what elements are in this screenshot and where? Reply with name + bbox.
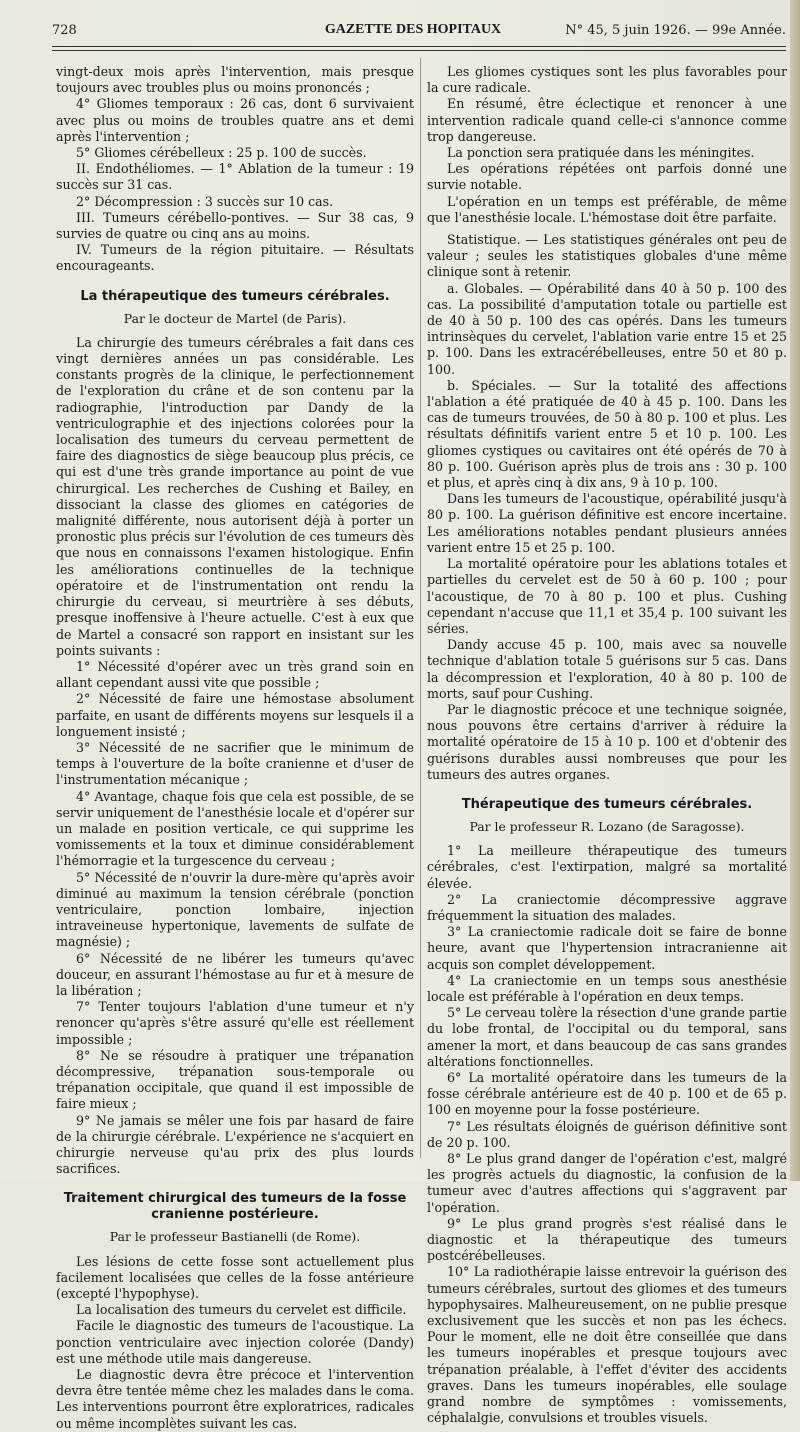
paragraph: En résumé, être éclectique et renoncer à une intervention radicale quand celle-ci s'annonce comme trop dangereuse. xyxy=(427,96,787,144)
page-header xyxy=(40,20,786,42)
section-title: La thérapeutique des tumeurs cérébrales. xyxy=(80,288,390,304)
issue-info: N° 45, 5 juin 1926. — 99e Année. xyxy=(565,23,786,38)
paragraph: La ponction sera pratiquée dans les méningites. xyxy=(447,145,755,161)
right-column xyxy=(427,64,787,1426)
list-item: 10° La radiothérapie laisse entrevoir la guérison des tumeurs cérébrales, surtout des gliomes et des tumeurs hypophysaires. Malheureusement, on ne publie presque exclusivement que les succès et non pas les échecs. Pour le moment, elle ne doit être conseillée que dans les tumeurs inopérables et presque toujours avec trépanation préalable, à l'effet d'éviter des accidents graves. Dans les tumeurs inopérables, elle soulage grand nombre de symptômes : vomissements, céphalalgie, convulsions et troubles visuels. xyxy=(427,1264,787,1426)
paragraph: 5° Gliomes cérébelleux : 25 p. 100 de succès. xyxy=(76,145,367,161)
paragraph: Dandy accuse 45 p. 100, mais avec sa nouvelle technique d'ablation totale 5 guérisons sur 5 cas. Dans la décompression et l'exploration, 40 à 80 p. 100 de morts, sauf pour Cushing. xyxy=(427,637,787,701)
paragraph: La mortalité opératoire pour les ablations totales et partielles du cervelet est de 50 à 60 p. 100 ; pour l'acoustique, de 70 à 80 p. 100 et plus. Cushing cependant n'accuse que 11,1 et 35,4 p. 100 suivant les séries. xyxy=(427,556,787,636)
list-item: 1° La meilleure thérapeutique des tumeurs cérébrales, c'est l'extirpation, malgré sa mortalité élevée. xyxy=(427,843,787,891)
paragraph: Les lésions de cette fosse sont actuellement plus facilement localisées que celles de la fosse antérieure (excepté l'hypophyse). xyxy=(56,1253,414,1302)
paragraph: b. Spéciales. — Sur la totalité des affections l'ablation a été pratiquée de 40 à 45 p. 100. Dans les cas de tumeurs trouvées, de 50 à 80 p. 100 et plus. Les résultats définitifs varient entre 5 et 10 p. 100. Les gliomes cystiques ou cavitaires ont été opérés de 70 à 80 p. 100. Guérison après plus de trois ans : 30 p. 100 et plus, et après cinq à dix ans, 9 à 10 p. 100. xyxy=(427,377,787,491)
list-item: 7° Tenter toujours l'ablation d'une tumeur et n'y renoncer qu'après s'être assuré qu'elle est réellement impossible ; xyxy=(56,999,414,1047)
section-byline: Par le professeur Bastianelli (de Rome). xyxy=(109,1229,361,1245)
paragraph: Statistique. — Les statistiques générales ont peu de valeur ; seules les statistiques globales d'une même clinique sont à retenir. xyxy=(427,232,787,280)
list-item: 9° Le plus grand progrès s'est réalisé dans le diagnostic et la thérapeutique des tumeurs postcérébelleuses. xyxy=(427,1215,787,1264)
paragraph: L'opération en un temps est préférable, de même que l'anesthésie locale. L'hémostase doit être parfaite. xyxy=(427,193,787,225)
paragraph: La localisation des tumeurs du cervelet est difficile. xyxy=(76,1302,407,1318)
list-item: 4° Avantage, chaque fois que cela est possible, de se servir uniquement de l'anesthésie locale et d'opérer sur un malade en position verticale, ce qui supprime les vomissements et la toux et diminue considérablement l'hémorragie et la turgescence du cerveau ; xyxy=(56,788,414,869)
list-item: 6° Nécessité de ne libérer les tumeurs qu'avec douceur, en assurant l'hémostase au fur et à mesure de la libération ; xyxy=(56,950,414,998)
left-column xyxy=(56,64,414,1432)
header-rule xyxy=(52,46,786,47)
page-number: 728 xyxy=(52,23,77,38)
paragraph: Le diagnostic devra être précoce et l'intervention devra être tentée même chez les malades dans le coma. Les interventions pourront être exploratrices, radicales ou même incomplètes suivant les cas. xyxy=(56,1367,414,1431)
paragraph: 2° Décompression : 3 succès sur 10 cas. xyxy=(76,193,334,209)
list-item: 4° La craniectomie en un temps sous anesthésie locale est préférable à l'opération en deux temps. xyxy=(427,972,787,1004)
list-item: 7° Les résultats éloignés de guérison définitive sont de 20 p. 100. xyxy=(427,1118,787,1150)
list-item: 3° La craniectomie radicale doit se faire de bonne heure, avant que l'hypertension intracranienne ait acquis son complet développement. xyxy=(427,924,787,972)
paragraph: Dans les tumeurs de l'acoustique, opérabilité jusqu'à 80 p. 100. La guérison définitive est encore incertaine. Les améliorations notables pendant plusieurs années varient entre 15 et 25 p. 100. xyxy=(427,491,787,555)
paragraph: II. Endothéliomes. — 1° Ablation de la tumeur : 19 succès sur 31 cas. xyxy=(56,161,414,193)
paragraph: 4° Gliomes temporaux : 26 cas, dont 6 survivaient avec plus ou moins de troubles quatre ans et demi après l'intervention ; xyxy=(56,96,414,144)
section-byline: Par le docteur de Martel (de Paris). xyxy=(123,310,347,326)
paragraph: Les opérations répétées ont parfois donné une survie notable. xyxy=(427,161,787,193)
list-item: 9° Ne jamais se mêler une fois par hasard de faire de la chirurgie cérébrale. L'expérience ne s'acquiert en chirurgie nerveuse qu'au prix des plus lourds sacrifices. xyxy=(56,1112,414,1177)
section-title: Thérapeutique des tumeurs cérébrales. xyxy=(461,796,753,812)
column-divider xyxy=(420,58,421,1158)
section-byline: Par le professeur R. Lozano (de Saragosse). xyxy=(469,818,745,834)
list-item: 2° La craniectomie décompressive aggrave fréquemment la situation des malades. xyxy=(427,891,787,923)
paragraph: vingt-deux mois après l'intervention, mais presque toujours avec troubles plus ou moins prononcés ; xyxy=(56,64,414,96)
paragraph: III. Tumeurs cérébello-pontives. — Sur 38 cas, 9 survies de quatre ou cinq ans au moins. xyxy=(56,209,414,242)
list-item: 5° Le cerveau tolère la résection d'une grande partie du lobe frontal, de l'occipital ou du temporal, sans amener la mort, et dans beaucoup de cas sans grandes altérations fonctionnelles. xyxy=(427,1005,787,1069)
paragraph: IV. Tumeurs de la région pituitaire. — Résultats encourageants. xyxy=(56,242,414,274)
list-item: 3° Nécessité de ne sacrifier que le minimum de temps à l'ouverture de la boîte cranienne et d'user de l'instrumentation mécanique ; xyxy=(56,739,414,788)
paragraph: Par le diagnostic précoce et une technique soignée, nous pouvons être certains d'arriver à réduire la mortalité opératoire de 15 à 10 p. 100 et d'obtenir des guérisons durables aussi nombreuses que pour les tumeurs des autres organes. xyxy=(427,701,787,782)
list-item: 2° Nécessité de faire une hémostase absolument parfaite, en usant de différents moyens sur lesquels il a longuement insisté ; xyxy=(56,691,414,739)
paragraph: a. Globales. — Opérabilité dans 40 à 50 p. 100 des cas. La possibilité d'amputation totale ou partielle est de 40 à 50 p. 100 des cas opérés. Dans les tumeurs intrinsèques du cervelet, l'ablation varie entre 15 et 25 p. 100. Dans les extracérébelleuses, entre 50 et 80 p. 100. xyxy=(427,280,787,377)
list-item: 8° Ne se résoudre à pratiquer une trépanation décompressive, trépanation sous-temporale ou trépanation occipitale, que quand il est impossible de faire mieux ; xyxy=(56,1047,414,1112)
paragraph: Facile le diagnostic des tumeurs de l'acoustique. La ponction ventriculaire avec injection colorée (Dandy) est une méthode utile mais dangereuse. xyxy=(56,1318,414,1366)
list-item: 1° Nécessité d'opérer avec un très grand soin en allant cependant aussi vite que possible ; xyxy=(56,658,414,691)
journal-title: GAZETTE DES HOPITAUX xyxy=(324,22,502,37)
header-rule-double xyxy=(52,50,786,51)
page-edge xyxy=(790,0,800,1181)
paragraph: La chirurgie des tumeurs cérébrales a fait dans ces vingt dernières années un pas considérable. Les constants progrès de la clinique, le perfectionnement de l'exploration du crâne et de son contenu par la radiographie, l'introduction par Dandy de la ventriculographie et des injections colorées pour la localisation des tumeurs du cerveau permettent de faire des diagnostics de siège beaucoup plus précis, ce qui est d'une très grande importance au point de vue chirurgical. Les recherches de Cushing et Bailey, en dissociant la classe des gliomes en catégories de malignité différente, nous autorisent déjà à porter un pronostic plus précis sur l'évolution de ces tumeurs dès que nous en connaissons l'examen histologique. Enfin les améliorations continuelles de la technique opératoire et de l'instrumentation ont rendu la chirurgie du cerveau, si meurtrière à ses débuts, presque inoffensive à l'heure actuelle. C'est à eux que de Martel a consacré son rapport en insistant sur les points suivants : xyxy=(56,334,414,658)
list-item: 6° La mortalité opératoire dans les tumeurs de la fosse cérébrale antérieure est de 40 p. 100 et de 65 p. 100 en moyenne pour la fosse postérieure. xyxy=(427,1069,787,1118)
list-item: 8° Le plus grand danger de l'opération c'est, malgré les progrès actuels du diagnostic, la confusion de la tumeur avec d'autres affections qui s'aggravent par l'opération. xyxy=(427,1151,787,1215)
paragraph: Les gliomes cystiques sont les plus favorables pour la cure radicale. xyxy=(427,64,787,96)
section-title: Traitement chirurgical des tumeurs de la fosse cranienne postérieure. xyxy=(63,1191,407,1223)
list-item: 5° Nécessité de n'ouvrir la dure-mère qu'après avoir diminué au maximum la tension cérébrale (ponction ventriculaire, ponction lombaire, injection intraveineuse hypertonique, lavements de sulfate de magnésie) ; xyxy=(56,869,414,950)
